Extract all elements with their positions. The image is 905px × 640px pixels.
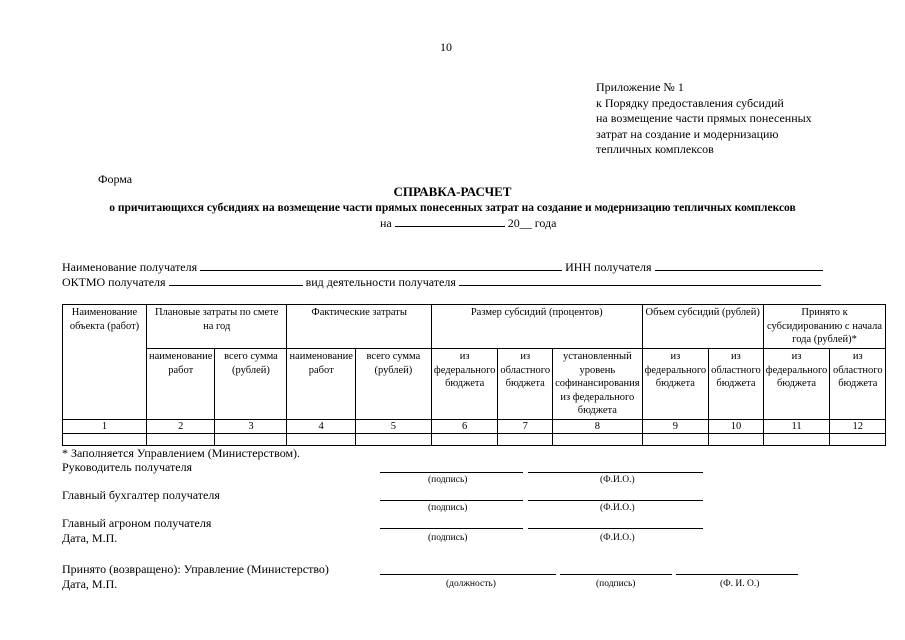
period-prefix: на (380, 216, 392, 230)
column-number: 3 (215, 419, 287, 434)
subsidy-table (62, 304, 886, 446)
accountant-signature-line (380, 500, 523, 501)
oktmo-blank (169, 285, 303, 286)
column-number: 4 (287, 419, 355, 434)
column-number: 11 (763, 419, 830, 434)
column-number: 1 (63, 419, 147, 434)
agronomist-label: Главный агроном получателя (62, 516, 212, 530)
caption-signature: (подпись) (596, 579, 636, 589)
form-label: Форма (98, 172, 133, 186)
caption-signature: (подпись) (428, 475, 468, 485)
subheader-actual-sum: всего сумма (рублей) (355, 349, 431, 420)
head-fio-line (528, 472, 703, 473)
subheader-planned-name: наименование работ (147, 349, 215, 420)
header-subsidy-volume: Объем субсидий (рублей) (642, 305, 763, 349)
accepted-fio-line (676, 574, 798, 575)
date-mp-label: Дата, М.П. (62, 531, 118, 545)
appendix-line: к Порядку предоставления субсидий (596, 95, 784, 110)
recipient-name-label: Наименование получателя (62, 260, 198, 274)
appendix-block (596, 80, 812, 158)
appendix-line: затрат на создание и модернизацию (596, 126, 779, 141)
appendix-line: Приложение № 1 (596, 80, 684, 94)
appendix-line: на возмещение части прямых понесенных (596, 111, 812, 125)
header-actual-costs: Фактические затраты (287, 305, 431, 349)
footnote: * Заполняется Управлением (Министерством). (62, 446, 301, 460)
accountant-label: Главный бухгалтер получателя (62, 488, 220, 502)
subheader-size-federal: из федерального бюджета (431, 349, 498, 420)
oktmo-label: ОКТМО получателя (62, 275, 166, 289)
subheader-size-cofin: установленный уровень софинансирования из федерального бюджета (553, 349, 643, 420)
accepted-label: Принято (возвращено): Управление (Министерство) (62, 562, 329, 576)
column-number: 5 (355, 419, 431, 434)
head-label: Руководитель получателя (62, 460, 193, 474)
subheader-vol-federal: из федерального бюджета (642, 349, 709, 420)
column-number: 2 (147, 419, 215, 434)
caption-position: (должность) (446, 579, 496, 589)
caption-signature: (подпись) (428, 503, 468, 513)
period-blank (395, 226, 505, 227)
subheader-vol-regional: из областного бюджета (709, 349, 764, 420)
document-subtitle: о причитающихся субсидиях на возмещение части прямых понесенных затрат на создание и модернизацию тепличных комплексов (109, 202, 796, 214)
subheader-acc-regional: из областного бюджета (830, 349, 886, 420)
column-number: 9 (642, 419, 709, 434)
accountant-fio-line (528, 500, 703, 501)
period-year: 20__ года (507, 216, 557, 230)
caption-fio: (Ф. И. О.) (720, 579, 760, 589)
table-row (63, 434, 886, 446)
header-planned-costs: Плановые затраты по смете на год (147, 305, 287, 349)
caption-fio: (Ф.И.О.) (600, 533, 635, 543)
header-subsidy-size: Размер субсидий (процентов) (431, 305, 642, 349)
subheader-actual-name: наименование работ (287, 349, 355, 420)
activity-blank (459, 285, 821, 286)
inn-label: ИНН получателя (565, 260, 652, 274)
agronomist-signature-line (380, 528, 523, 529)
accepted-signature-line (560, 574, 672, 575)
header-accepted: Принято к субсидированию с начала года (рублей)* (763, 305, 886, 349)
caption-fio: (Ф.И.О.) (600, 475, 635, 485)
subheader-planned-sum: всего сумма (рублей) (215, 349, 287, 420)
oktmo-row (62, 275, 821, 290)
subheader-acc-federal: из федерального бюджета (763, 349, 830, 420)
inn-blank (655, 270, 823, 271)
column-number: 10 (709, 419, 764, 434)
recipient-name-row (62, 260, 823, 275)
document-title: СПРАВКА-РАСЧЕТ (393, 184, 512, 199)
head-signature-line (380, 472, 523, 473)
activity-label: вид деятельности получателя (305, 275, 456, 289)
appendix-line: тепличных комплексов (596, 142, 714, 156)
column-number: 6 (431, 419, 498, 434)
recipient-name-blank (200, 270, 562, 271)
date-mp-label-2: Дата, М.П. (62, 577, 118, 591)
header-object-name: Наименование объекта (работ) (63, 305, 147, 420)
column-number: 7 (498, 419, 553, 434)
accepted-position-line (380, 574, 556, 575)
agronomist-fio-line (528, 528, 703, 529)
subheader-size-regional: из областного бюджета (498, 349, 553, 420)
column-number: 12 (830, 419, 886, 434)
column-number: 8 (553, 419, 643, 434)
caption-fio: (Ф.И.О.) (600, 503, 635, 513)
caption-signature: (подпись) (428, 533, 468, 543)
period-line (380, 216, 556, 231)
page-number: 10 (440, 40, 452, 54)
